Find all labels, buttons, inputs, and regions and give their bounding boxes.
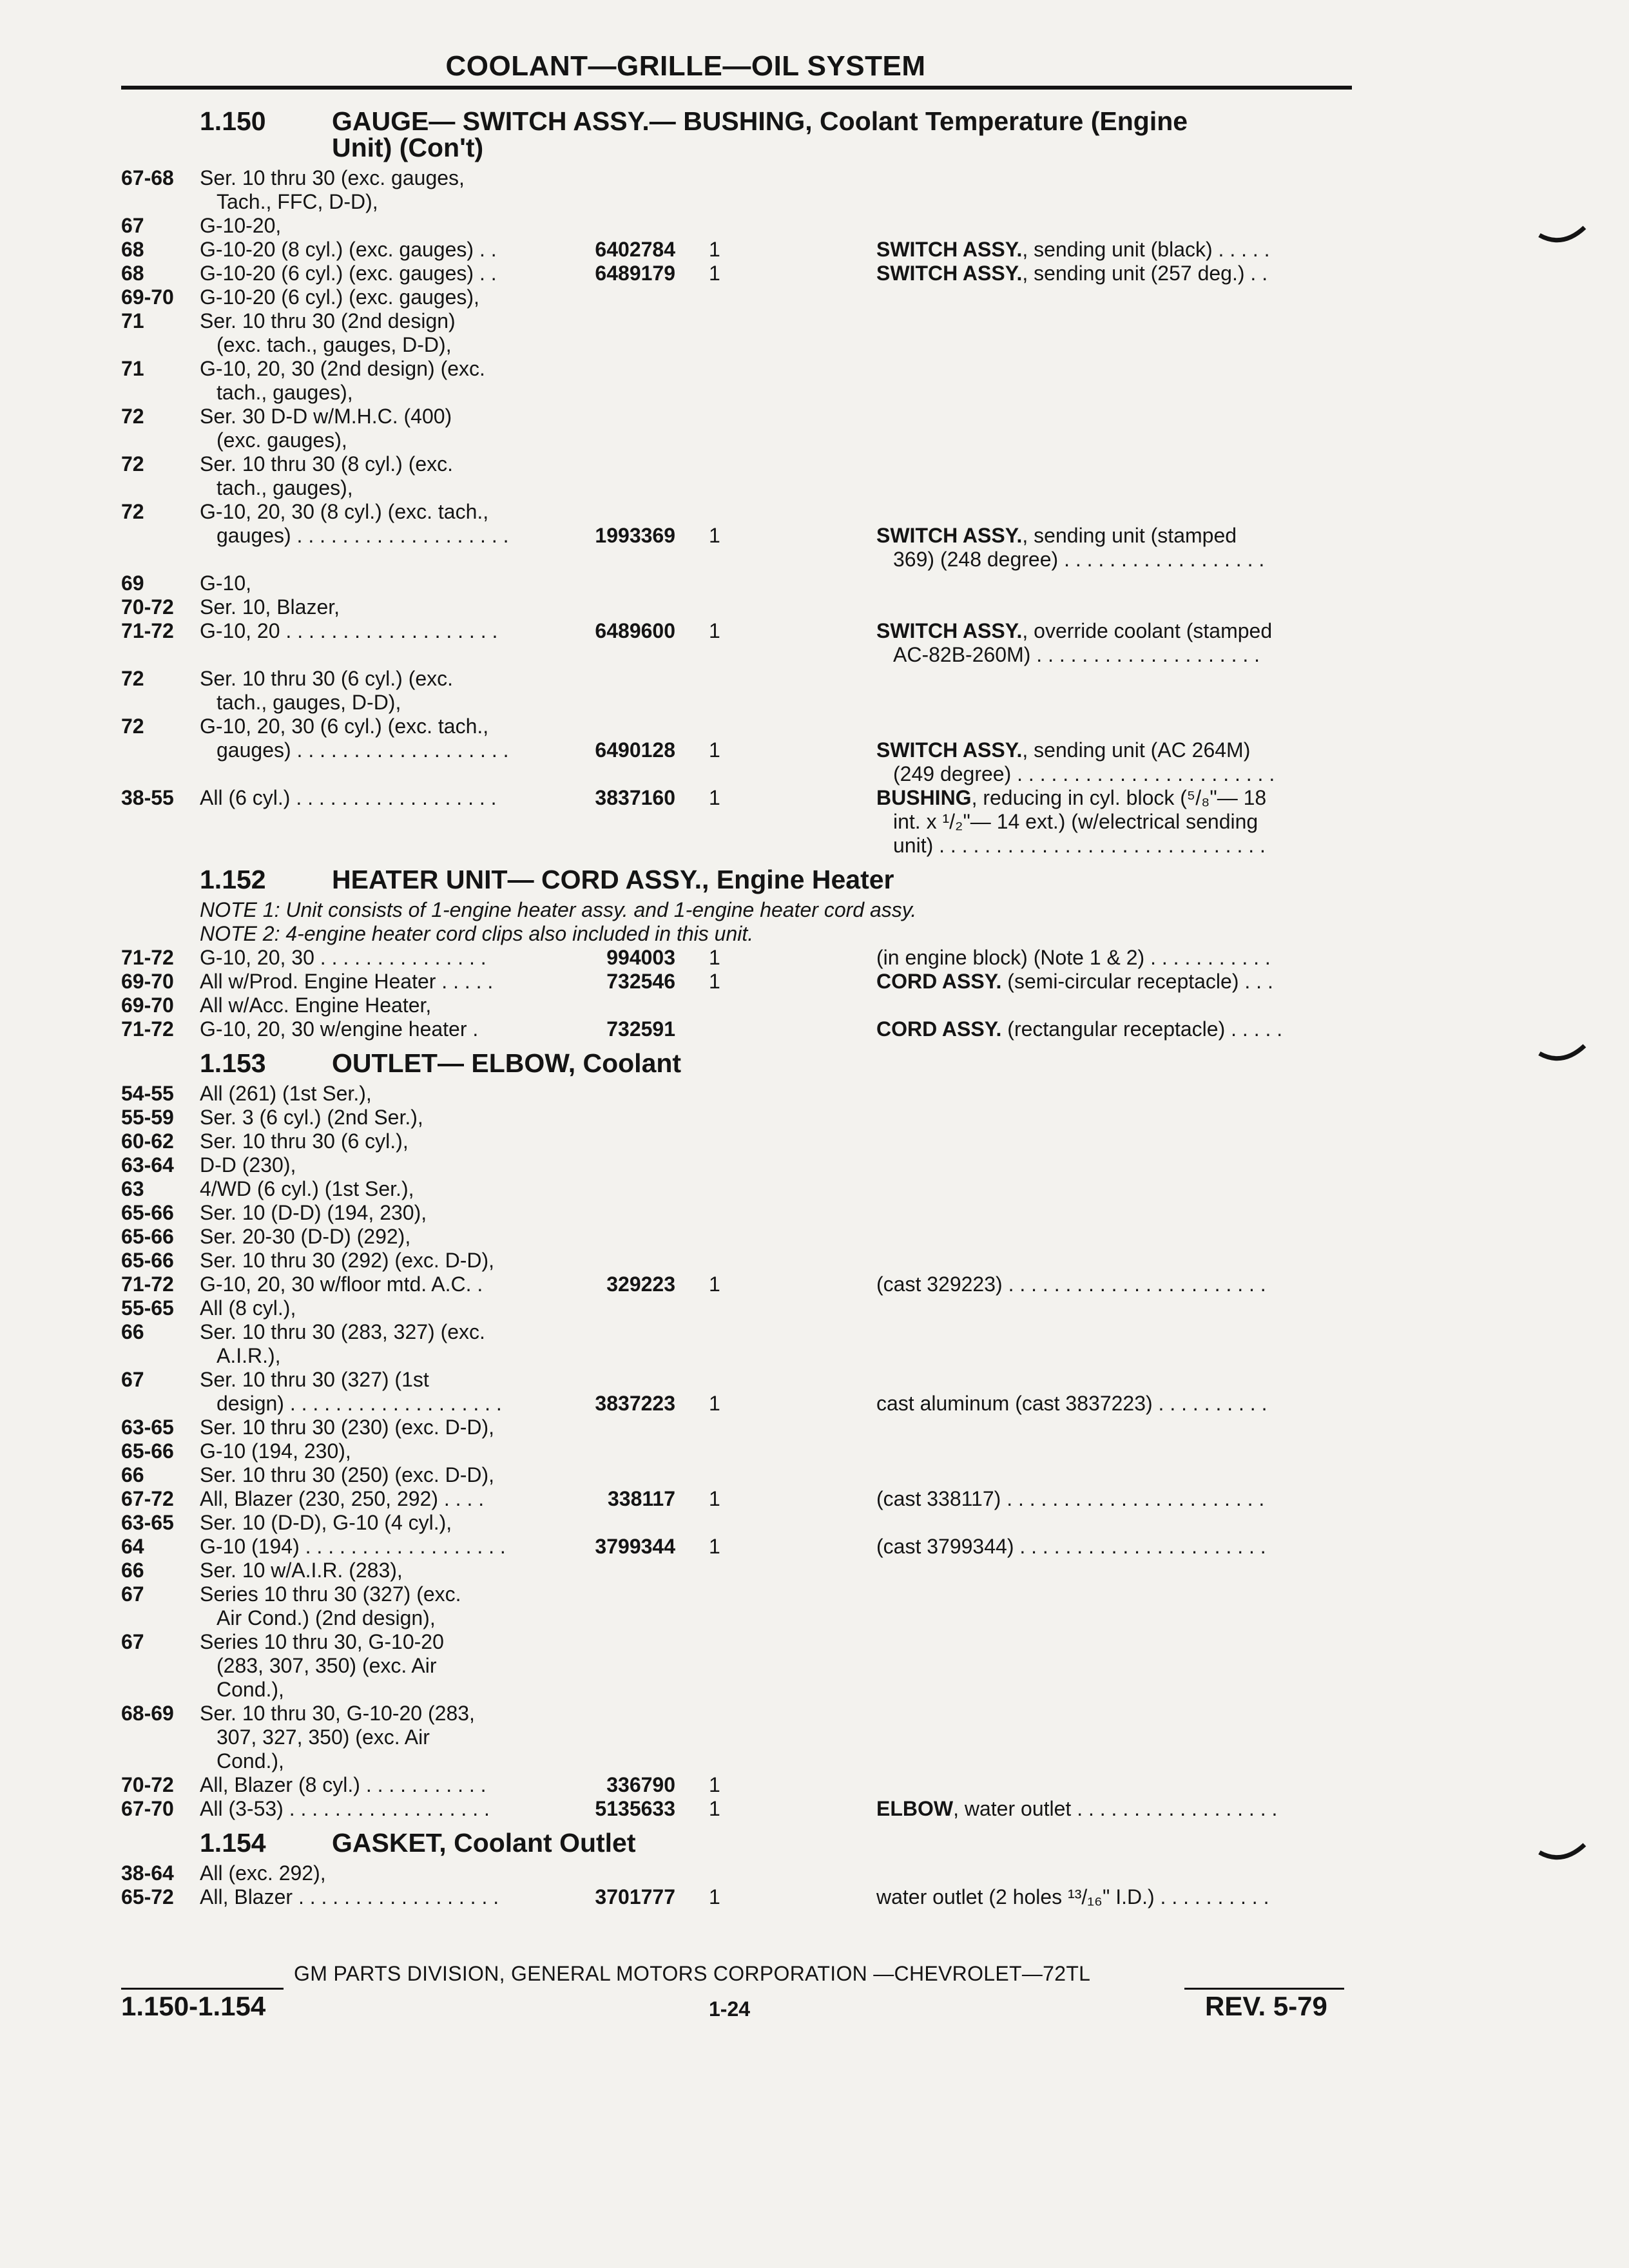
application-line: Ser. 10 thru 30 (exc. gauges,	[200, 166, 465, 189]
description-line: cast aluminum (cast 3837223) . . . . . . . . . .	[876, 1392, 1268, 1415]
application-line: All, Blazer (230, 250, 292) . . . .	[200, 1487, 485, 1510]
model-years: 55-59	[121, 1106, 174, 1129]
footer-corporation: GM PARTS DIVISION, GENERAL MOTORS CORPORATION —CHEVROLET—72TL	[294, 1962, 1091, 1985]
model-years: 67-72	[121, 1487, 174, 1510]
part-number: 5135633	[595, 1797, 675, 1820]
application	[200, 238, 548, 262]
description	[876, 524, 1347, 572]
application-line: design) . . . . . . . . . . . . . . . . . . .	[217, 1392, 502, 1415]
page-title: COOLANT—GRILLE—OIL SYSTEM	[445, 50, 926, 82]
description-line: BUSHING, reducing in cyl. block (⁵/₈"— 18	[876, 786, 1267, 809]
footer-revision: REV. 5-79	[1205, 1991, 1327, 2021]
model-years: 63	[121, 1177, 144, 1200]
application-line: All w/Acc. Engine Heater,	[200, 994, 432, 1017]
application-line: gauges) . . . . . . . . . . . . . . . . . . .	[217, 524, 509, 547]
description-line: CORD ASSY. (semi-circular receptacle) . . .	[876, 970, 1273, 993]
part-number: 3701777	[595, 1885, 675, 1908]
application	[200, 1273, 548, 1296]
application-line: G-10, 20, 30 (6 cyl.) (exc. tach.,	[200, 715, 489, 738]
quantity: 1	[709, 262, 720, 285]
model-years: 69-70	[121, 970, 174, 993]
application-line: G-10-20 (8 cyl.) (exc. gauges) . .	[200, 238, 497, 261]
application-line: All (6 cyl.) . . . . . . . . . . . . . . . . . .	[200, 786, 497, 809]
description	[876, 1487, 1347, 1511]
quantity: 1	[709, 1392, 720, 1415]
model-years: 67-68	[121, 166, 174, 189]
description	[876, 970, 1347, 994]
model-years: 66	[121, 1320, 144, 1343]
margin-mark	[1537, 1041, 1588, 1066]
application-line: 4/WD (6 cyl.) (1st Ser.),	[200, 1177, 414, 1200]
description-line: CORD ASSY. (rectangular receptacle) . . . . .	[876, 1017, 1283, 1041]
quantity: 1	[709, 238, 720, 261]
application	[200, 1702, 548, 1773]
part-number: 336790	[606, 1773, 675, 1796]
application-line: 307, 327, 350) (exc. Air	[217, 1725, 430, 1749]
application-line: G-10 (194) . . . . . . . . . . . . . . . . . .	[200, 1535, 506, 1558]
model-years: 69-70	[121, 994, 174, 1017]
model-years: 66	[121, 1463, 144, 1486]
model-years: 68-69	[121, 1702, 174, 1725]
model-years: 71-72	[121, 946, 174, 969]
application	[200, 1153, 548, 1177]
application	[200, 715, 548, 762]
model-years: 38-64	[121, 1861, 174, 1885]
application	[200, 1487, 548, 1511]
description-line: unit) . . . . . . . . . . . . . . . . . . . . . . . . . . . . .	[893, 834, 1266, 857]
quantity: 1	[709, 738, 720, 762]
margin-mark	[1537, 222, 1588, 248]
quantity: 1	[709, 1487, 720, 1510]
application-line: G-10,	[200, 572, 252, 595]
application	[200, 1559, 548, 1582]
description	[876, 1885, 1347, 1909]
model-years: 38-55	[121, 786, 174, 809]
description-line: (cast 3799344) . . . . . . . . . . . . . . . . . . . . . .	[876, 1535, 1266, 1558]
model-years: 66	[121, 1559, 144, 1582]
application	[200, 1296, 548, 1320]
model-years: 68	[121, 238, 144, 261]
application	[200, 1320, 548, 1368]
application-line: All w/Prod. Engine Heater . . . . .	[200, 970, 494, 993]
description-line: ELBOW, water outlet . . . . . . . . . . . . . . . . . .	[876, 1797, 1278, 1820]
model-years: 71-72	[121, 619, 174, 642]
part-number: 3837160	[595, 786, 675, 809]
application	[200, 1225, 548, 1249]
model-years: 71	[121, 357, 144, 380]
application	[200, 405, 548, 452]
application	[200, 262, 548, 285]
section-title	[332, 1830, 1427, 1856]
description	[876, 262, 1347, 285]
quantity: 1	[709, 524, 720, 547]
description-line: AC-82B-260M) . . . . . . . . . . . . . . . . . . . .	[893, 643, 1260, 666]
application-line: Ser. 3 (6 cyl.) (2nd Ser.),	[200, 1106, 423, 1129]
application	[200, 1177, 548, 1201]
description-line: (cast 329223) . . . . . . . . . . . . . . . . . . . . . . .	[876, 1273, 1266, 1296]
section-title-line: GASKET, Coolant Outlet	[332, 1828, 636, 1858]
quantity: 1	[709, 1773, 720, 1796]
header-rule	[121, 86, 1352, 90]
model-years: 68	[121, 262, 144, 285]
footer-rule-right	[1184, 1988, 1344, 1990]
application	[200, 1439, 548, 1463]
quantity: 1	[709, 786, 720, 809]
model-years: 65-72	[121, 1885, 174, 1908]
model-years: 70-72	[121, 595, 174, 619]
application	[200, 946, 548, 970]
part-number: 3837223	[595, 1392, 675, 1415]
application	[200, 1797, 548, 1821]
model-years: 71-72	[121, 1273, 174, 1296]
description	[876, 1017, 1347, 1041]
description	[876, 786, 1347, 858]
model-years: 72	[121, 715, 144, 738]
application-line: Ser. 10 thru 30 (230) (exc. D-D),	[200, 1416, 495, 1439]
application-line: Ser. 30 D-D w/M.H.C. (400)	[200, 405, 452, 428]
model-years: 67	[121, 1582, 144, 1606]
application-line: G-10, 20, 30 . . . . . . . . . . . . . . .	[200, 946, 487, 969]
application	[200, 1249, 548, 1273]
description	[876, 738, 1347, 786]
application-line: G-10, 20, 30 (2nd design) (exc.	[200, 357, 485, 380]
application-line: Ser. 10 thru 30 (8 cyl.) (exc.	[200, 452, 454, 476]
description	[876, 1535, 1347, 1559]
quantity: 1	[709, 1535, 720, 1558]
application	[200, 1129, 548, 1153]
quantity: 1	[709, 1797, 720, 1820]
application	[200, 1017, 548, 1041]
section-title-line: GAUGE— SWITCH ASSY.— BUSHING, Coolant Temperature (Engine	[332, 106, 1188, 136]
section-title-line: Unit) (Con't)	[332, 133, 484, 162]
application-line: All, Blazer (8 cyl.) . . . . . . . . . . .	[200, 1773, 487, 1796]
description-line: (249 degree) . . . . . . . . . . . . . . . . . . . . . . .	[893, 762, 1275, 785]
part-number: 6489600	[595, 619, 675, 642]
application	[200, 1861, 548, 1885]
model-years: 67	[121, 1368, 144, 1391]
application-line: Ser. 10 thru 30 (327) (1st	[200, 1368, 429, 1391]
application-line: A.I.R.),	[217, 1344, 281, 1367]
description-line: SWITCH ASSY., sending unit (stamped	[876, 524, 1237, 547]
application-line: tach., gauges),	[217, 381, 353, 404]
application	[200, 285, 548, 309]
application	[200, 214, 548, 238]
model-years: 60-62	[121, 1129, 174, 1153]
application-line: Ser. 10 w/A.I.R. (283),	[200, 1559, 403, 1582]
quantity: 1	[709, 619, 720, 642]
model-years: 72	[121, 500, 144, 523]
application	[200, 1885, 548, 1909]
model-years: 65-66	[121, 1201, 174, 1224]
model-years: 67-70	[121, 1797, 174, 1820]
application	[200, 970, 548, 994]
model-years: 63-64	[121, 1153, 174, 1177]
application	[200, 1201, 548, 1225]
model-years: 55-65	[121, 1296, 174, 1320]
description	[876, 946, 1347, 970]
part-number: 6489179	[595, 262, 675, 285]
quantity: 1	[709, 946, 720, 969]
application-line: G-10, 20, 30 w/engine heater .	[200, 1017, 479, 1041]
margin-mark	[1537, 1840, 1588, 1865]
application	[200, 786, 548, 810]
application	[200, 1630, 548, 1702]
application-line: All (3-53) . . . . . . . . . . . . . . . . . .	[200, 1797, 490, 1820]
application-line: tach., gauges, D-D),	[217, 691, 401, 714]
application	[200, 619, 548, 643]
application	[200, 1773, 548, 1797]
model-years: 65-66	[121, 1225, 174, 1248]
application-line: Cond.),	[217, 1749, 284, 1773]
model-years: 72	[121, 667, 144, 690]
application-line: Ser. 10 thru 30 (292) (exc. D-D),	[200, 1249, 495, 1272]
footer-page-number: 1-24	[709, 1997, 751, 2021]
application	[200, 166, 548, 214]
part-number: 3799344	[595, 1535, 675, 1558]
application-line: Ser. 10 (D-D), G-10 (4 cyl.),	[200, 1511, 452, 1534]
application	[200, 572, 548, 595]
application-line: All (8 cyl.),	[200, 1296, 296, 1320]
description-line: SWITCH ASSY., override coolant (stamped	[876, 619, 1273, 642]
model-years: 71	[121, 309, 144, 332]
model-years: 67	[121, 214, 144, 237]
model-years: 69-70	[121, 285, 174, 309]
part-number: 329223	[606, 1273, 675, 1296]
part-number: 6490128	[595, 738, 675, 762]
application	[200, 309, 548, 357]
application	[200, 357, 548, 405]
footer-rule-left	[121, 1988, 284, 1990]
section-title-line: OUTLET— ELBOW, Coolant	[332, 1048, 682, 1078]
application	[200, 452, 548, 500]
part-number: 1993369	[595, 524, 675, 547]
footer-section-range: 1.150-1.154	[121, 1991, 266, 2021]
application-line: Ser. 10 thru 30, G-10-20 (283,	[200, 1702, 475, 1725]
application	[200, 1106, 548, 1129]
application	[200, 595, 548, 619]
part-number: 338117	[607, 1487, 675, 1510]
application	[200, 994, 548, 1017]
application-line: tach., gauges),	[217, 476, 353, 499]
description-line: water outlet (2 holes ¹³/₁₆" I.D.) . . . . . . . . . .	[876, 1885, 1269, 1908]
quantity: 1	[709, 1273, 720, 1296]
model-years: 67	[121, 1630, 144, 1653]
application-line: Ser. 10 thru 30 (283, 327) (exc.	[200, 1320, 485, 1343]
model-years: 65-66	[121, 1439, 174, 1463]
application-line: G-10-20 (6 cyl.) (exc. gauges),	[200, 285, 479, 309]
section-number: 1.154	[200, 1828, 266, 1858]
application-line: Tach., FFC, D-D),	[217, 190, 378, 213]
application	[200, 1582, 548, 1630]
section-title	[332, 1050, 1427, 1077]
description	[876, 1392, 1347, 1416]
description-line: SWITCH ASSY., sending unit (AC 264M)	[876, 738, 1251, 762]
description	[876, 619, 1347, 667]
application	[200, 1368, 548, 1416]
part-number: 6402784	[595, 238, 675, 261]
application	[200, 500, 548, 548]
application	[200, 1535, 548, 1559]
application	[200, 1416, 548, 1439]
application	[200, 1511, 548, 1535]
application-line: G-10-20,	[200, 214, 282, 237]
application	[200, 1463, 548, 1487]
application-line: (exc. tach., gauges, D-D),	[217, 333, 452, 356]
description-line: (cast 338117) . . . . . . . . . . . . . . . . . . . . . . .	[876, 1487, 1265, 1510]
application-line: G-10, 20, 30 (8 cyl.) (exc. tach.,	[200, 500, 489, 523]
application-line: Ser. 10 thru 30 (250) (exc. D-D),	[200, 1463, 495, 1486]
model-years: 70-72	[121, 1773, 174, 1796]
application-line: Ser. 10 (D-D) (194, 230),	[200, 1201, 427, 1224]
application-line: Ser. 10 thru 30 (6 cyl.) (exc.	[200, 667, 454, 690]
application-line: G-10, 20 . . . . . . . . . . . . . . . . . . .	[200, 619, 498, 642]
application-line: All, Blazer . . . . . . . . . . . . . . . . . .	[200, 1885, 499, 1908]
model-years: 63-65	[121, 1416, 174, 1439]
application-line: Air Cond.) (2nd design),	[217, 1606, 436, 1629]
model-years: 64	[121, 1535, 144, 1558]
description	[876, 238, 1347, 262]
application-line: Series 10 thru 30, G-10-20	[200, 1630, 444, 1653]
application-line: Cond.),	[217, 1678, 284, 1701]
part-number: 994003	[606, 946, 675, 969]
section-number: 1.153	[200, 1048, 266, 1078]
model-years: 71-72	[121, 1017, 174, 1041]
section-number: 1.152	[200, 865, 266, 894]
description-line: int. x ¹/₂"— 14 ext.) (w/electrical sending	[893, 810, 1258, 833]
model-years: 65-66	[121, 1249, 174, 1272]
description-line: SWITCH ASSY., sending unit (257 deg.) . .	[876, 262, 1268, 285]
section-title	[332, 867, 1427, 893]
application-line: D-D (230),	[200, 1153, 296, 1177]
application-line: (exc. gauges),	[217, 428, 347, 452]
description-line: 369) (248 degree) . . . . . . . . . . . . . . . . . .	[893, 548, 1265, 571]
part-number: 732591	[606, 1017, 675, 1041]
description-line: SWITCH ASSY., sending unit (black) . . . . .	[876, 238, 1270, 261]
application-line: (283, 307, 350) (exc. Air	[217, 1654, 437, 1677]
application-line: Ser. 20-30 (D-D) (292),	[200, 1225, 411, 1248]
quantity: 1	[709, 1885, 720, 1908]
description	[876, 1797, 1347, 1821]
model-years: 63-65	[121, 1511, 174, 1534]
application	[200, 667, 548, 715]
model-years: 72	[121, 405, 144, 428]
section-number: 1.150	[200, 106, 266, 136]
application-line: All (exc. 292),	[200, 1861, 326, 1885]
application-line: Ser. 10, Blazer,	[200, 595, 340, 619]
application-line: G-10 (194, 230),	[200, 1439, 351, 1463]
section-title	[332, 108, 1427, 161]
model-years: 54-55	[121, 1082, 174, 1105]
section-title-line: HEATER UNIT— CORD ASSY., Engine Heater	[332, 865, 894, 894]
description-line: (in engine block) (Note 1 & 2) . . . . . . . . . . .	[876, 946, 1271, 969]
model-years: 72	[121, 452, 144, 476]
section-note: NOTE 1: Unit consists of 1-engine heater assy. and 1-engine heater cord assy.	[200, 898, 917, 921]
application	[200, 1082, 548, 1106]
quantity: 1	[709, 970, 720, 993]
description	[876, 1273, 1347, 1296]
section-note: NOTE 2: 4-engine heater cord clips also included in this unit.	[200, 922, 754, 945]
model-years: 69	[121, 572, 144, 595]
application-line: G-10, 20, 30 w/floor mtd. A.C. .	[200, 1273, 483, 1296]
application-line: All (261) (1st Ser.),	[200, 1082, 372, 1105]
part-number: 732546	[606, 970, 675, 993]
application-line: Ser. 10 thru 30 (2nd design)	[200, 309, 456, 332]
application-line: Series 10 thru 30 (327) (exc.	[200, 1582, 461, 1606]
application-line: G-10-20 (6 cyl.) (exc. gauges) . .	[200, 262, 497, 285]
application-line: Ser. 10 thru 30 (6 cyl.),	[200, 1129, 409, 1153]
application-line: gauges) . . . . . . . . . . . . . . . . . . .	[217, 738, 509, 762]
